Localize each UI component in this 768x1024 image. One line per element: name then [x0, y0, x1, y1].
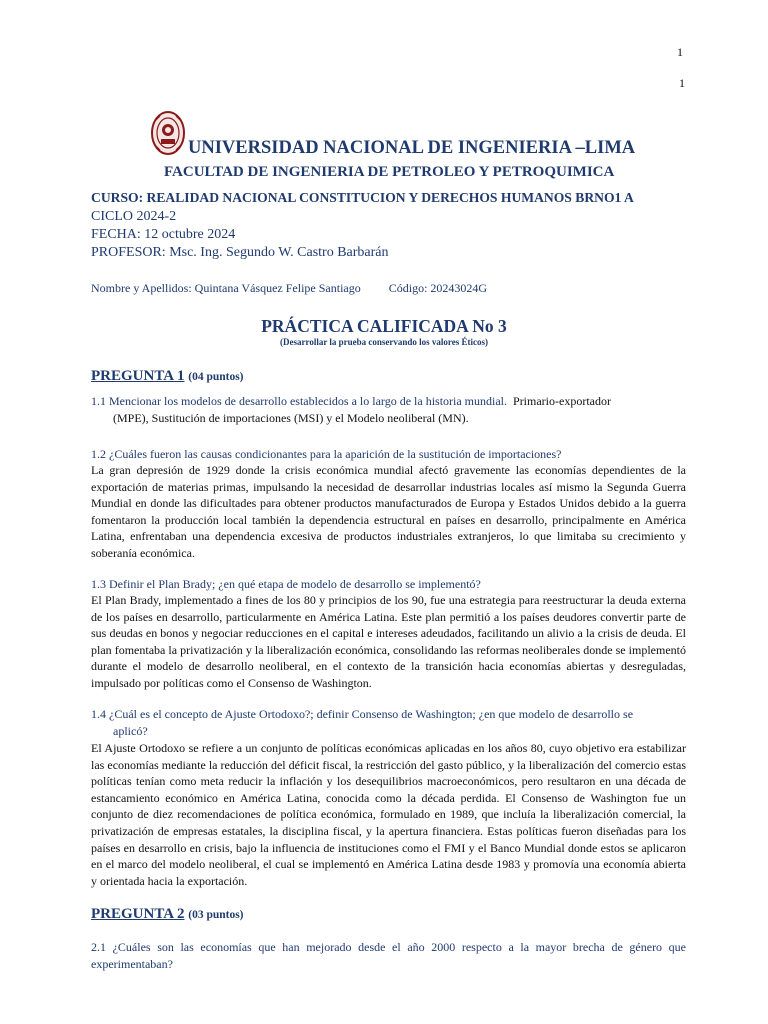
- question-2-heading: [91, 906, 244, 923]
- practice-title: PRÁCTICA CALIFICADA No 3: [261, 316, 507, 336]
- practice-subtitle: (Desarrollar la prueba conservando los valores Éticos): [280, 337, 488, 347]
- question-1-1-answer: Primario-exportador: [513, 394, 611, 408]
- professor: PROFESOR: Msc. Ing. Segundo W. Castro Barbarán: [91, 245, 389, 260]
- university-crest-icon: [150, 110, 186, 156]
- question-1-1-answer-cont: (MPE), Sustitución de importaciones (MSI) y el Modelo neoliberal (MN).: [113, 410, 469, 425]
- cycle: CICLO 2024-2: [91, 209, 177, 224]
- question-1-3-text: 1.3 Definir el Plan Brady; ¿en qué etapa de modelo de desarrollo se implementó?: [91, 577, 481, 591]
- faculty-name: FACULTAD DE INGENIERIA DE PETROLEO Y PETROQUIMICA: [164, 164, 615, 180]
- question-1-3-answer: El Plan Brady, implementado a fines de los 80 y principios de los 90, fue una estrategia para reestructurar la deuda externa de los países en desarrollo, particularmente en América Latina. Este plan permitió a los países deudores convertir parte de sus deudas en bonos y negociar reducciones en el capital e intereses adeudados, facilitando un alivio a la crisis de deuda. El plan fomentaba la privatización y la liberalización económica, consolidando las reformas neoliberales donde se implementó durante el modelo de desarrollo neoliberal, en el contexto de la transición hacia economías abiertas y desreguladas, impulsado por políticas como el Consenso de Washington.: [91, 593, 686, 690]
- question-1-4-text: 1.4 ¿Cuál es el concepto de Ajuste Ortodoxo?; definir Consenso de Washington; ¿en que modelo de desarrollo se: [91, 707, 634, 721]
- question-2-label: PREGUNTA 2: [91, 906, 185, 922]
- question-1-2-answer: La gran depresión de 1929 donde la crisis económica mundial afectó gravemente las economías dependientes de la exportación de materias primas, impulsando la necesidad de desarrollar industrias locales así mismo la Segunda Guerra Mundial en donde las dificultades para obtener productos manufacturados de Europa y Estados Unidos debido a la guerra fomentaron la producción local también la dependencia estructural en países en desarrollo, principalmente en América Latina, enfrentaban una dependencia excesiva de productos industriales extranjeros, lo que limitaba su crecimiento y soberanía económica.: [91, 463, 686, 560]
- question-1-heading: [91, 368, 244, 385]
- student-info: [91, 281, 487, 296]
- question-1-1-text: 1.1 Mencionar los modelos de desarrollo establecidos a lo largo de la historia mundial.: [91, 394, 508, 408]
- page-number-top: 1: [677, 45, 683, 59]
- question-1-4-text-cont: aplicó?: [113, 723, 148, 738]
- university-name: UNIVERSIDAD NACIONAL DE INGENIERIA –LIMA: [188, 138, 636, 158]
- question-2-points: (03 puntos): [188, 909, 244, 921]
- student-name: Nombre y Apellidos: Quintana Vásquez Felipe Santiago: [91, 281, 361, 295]
- page-number-second: 1: [679, 76, 685, 90]
- exam-date: FECHA: 12 octubre 2024: [91, 227, 236, 242]
- question-1-4-answer: El Ajuste Ortodoxo se refiere a un conjunto de políticas económicas aplicadas en los años 80, cuyo objetivo era estabilizar las economías mediante la reducción del déficit fiscal, la restricción del gasto público, y la liberalización del comercio estas políticas tenían como meta reducir la inflación y los desequilibrios macroeconómicos, pero resultaron en una década de estancamiento económico en América Latina, conocida como la década perdida. El Consenso de Washington fue un conjunto de diez recomendaciones de política económica, formulado en 1989, que incluía la liberalización comercial, la privatización de empresas estatales, la disciplina fiscal, y la apertura financiera. Estas políticas fueron diseñadas para los países en desarrollo en crisis, bajo la influencia de instituciones como el FMI y el Banco Mundial donde estos se aplicaron en el marco del modelo neoliberal, el cual se implementó en América Latina desde 1983 y promovía una economía abierta y orientada hacia la exportación.: [91, 741, 686, 888]
- question-1-1: [91, 393, 686, 426]
- question-2-1-text: 2.1 ¿Cuáles son las economías que han mejorado desde el año 2000 respecto a la mayor brecha de género que experimentaban?: [91, 940, 686, 971]
- question-1-label: PREGUNTA 1: [91, 368, 185, 384]
- student-code: Código: 20243024G: [388, 281, 488, 295]
- course-title: CURSO: REALIDAD NACIONAL CONSTITUCION Y DERECHOS HUMANOS BRNO1 A: [91, 190, 634, 205]
- question-1-4: [91, 706, 686, 739]
- question-1-2-text: 1.2 ¿Cuáles fueron las causas condicionantes para la aparición de la sustitución de importaciones?: [91, 447, 562, 461]
- question-1-points: (04 puntos): [188, 371, 244, 383]
